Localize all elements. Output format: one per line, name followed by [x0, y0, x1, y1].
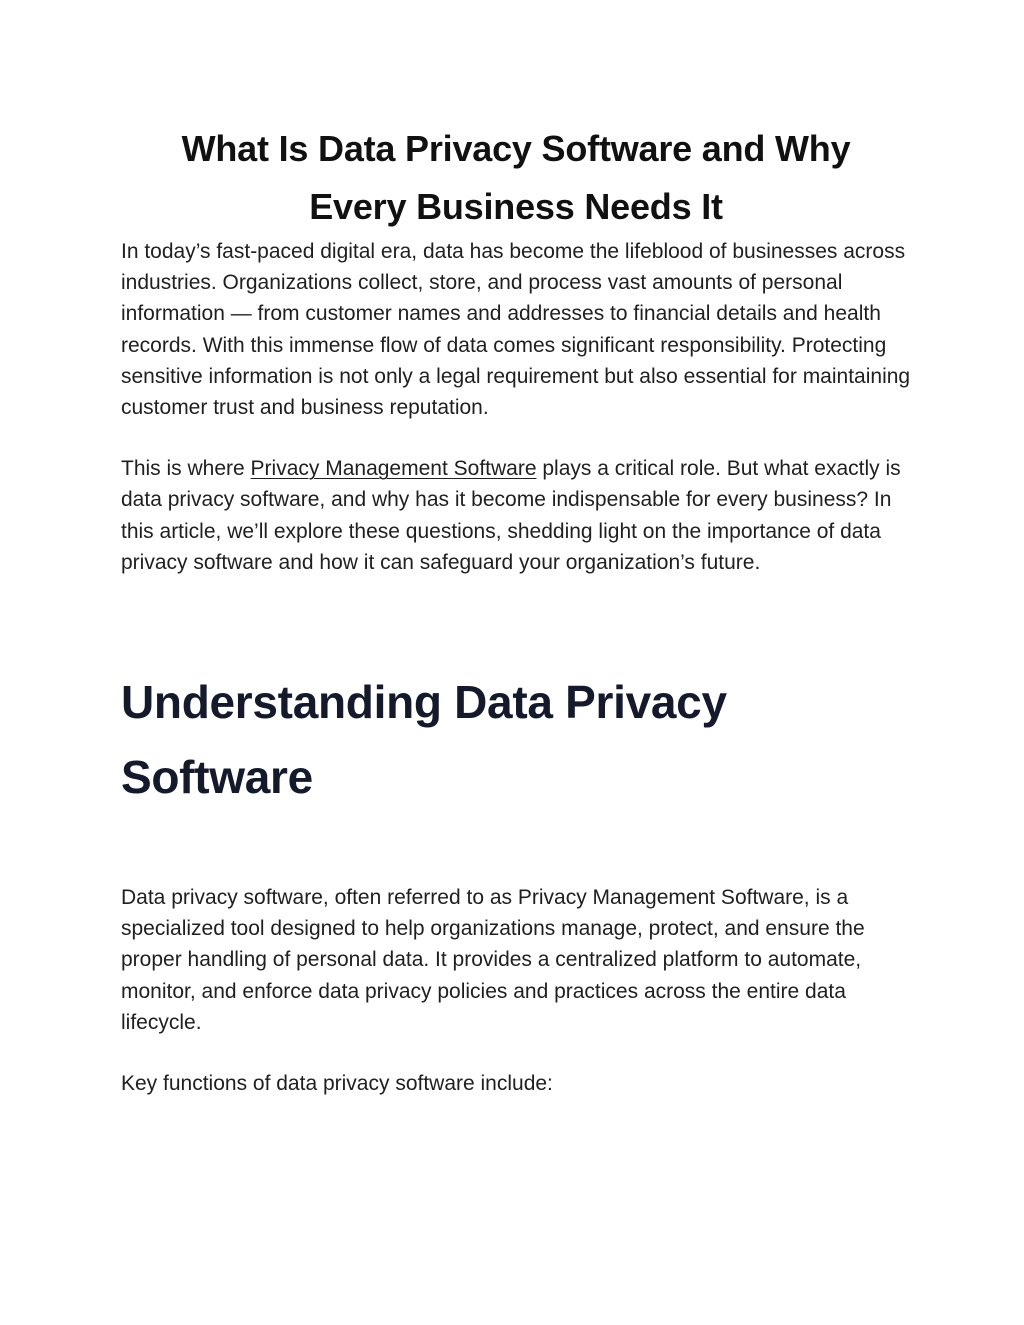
- section-heading-line-2: Software: [121, 751, 313, 804]
- second-paragraph-lead: This is where: [121, 457, 251, 481]
- intro-paragraph: In today’s fast-paced digital era, data has become the lifeblood of businesses across industries. Organizations collect, store, and process vast amounts of personal information — from customer names and addresses to financial details and health records. With this immense flow of data comes significant responsibility. Protecting sensitive information is not only a legal requirement but also essential for maintaining customer trust and business reputation.: [121, 240, 911, 420]
- document-title-line-2: Every Business Needs It: [309, 186, 723, 227]
- section-heading-line-1: Understanding Data Privacy: [121, 676, 727, 729]
- second-paragraph: [121, 453, 911, 578]
- section-heading: [121, 665, 911, 815]
- definition-paragraph: Data privacy software, often referred to as Privacy Management Software, is a specialized tool designed to help organizations manage, protect, and ensure the proper handling of personal data. It provides a centralized platform to automate, monitor, and enforce data privacy policies and practices across the entire data lifecycle.: [121, 886, 865, 1034]
- document-page: [121, 120, 911, 1099]
- document-title-line-1: What Is Data Privacy Software and Why: [181, 128, 851, 169]
- key-functions-intro: Key functions of data privacy software include:: [121, 1072, 553, 1096]
- privacy-management-software-link[interactable]: Privacy Management Software: [250, 457, 537, 481]
- document-title: [121, 120, 911, 236]
- second-paragraph-rest: plays a critical role. But what exactly is data privacy software, and why has it become indispensable for every business? In this article, we’ll explore these questions, shedding light on the importance of data privacy software and how it can safeguard your organization’s future.: [121, 457, 901, 574]
